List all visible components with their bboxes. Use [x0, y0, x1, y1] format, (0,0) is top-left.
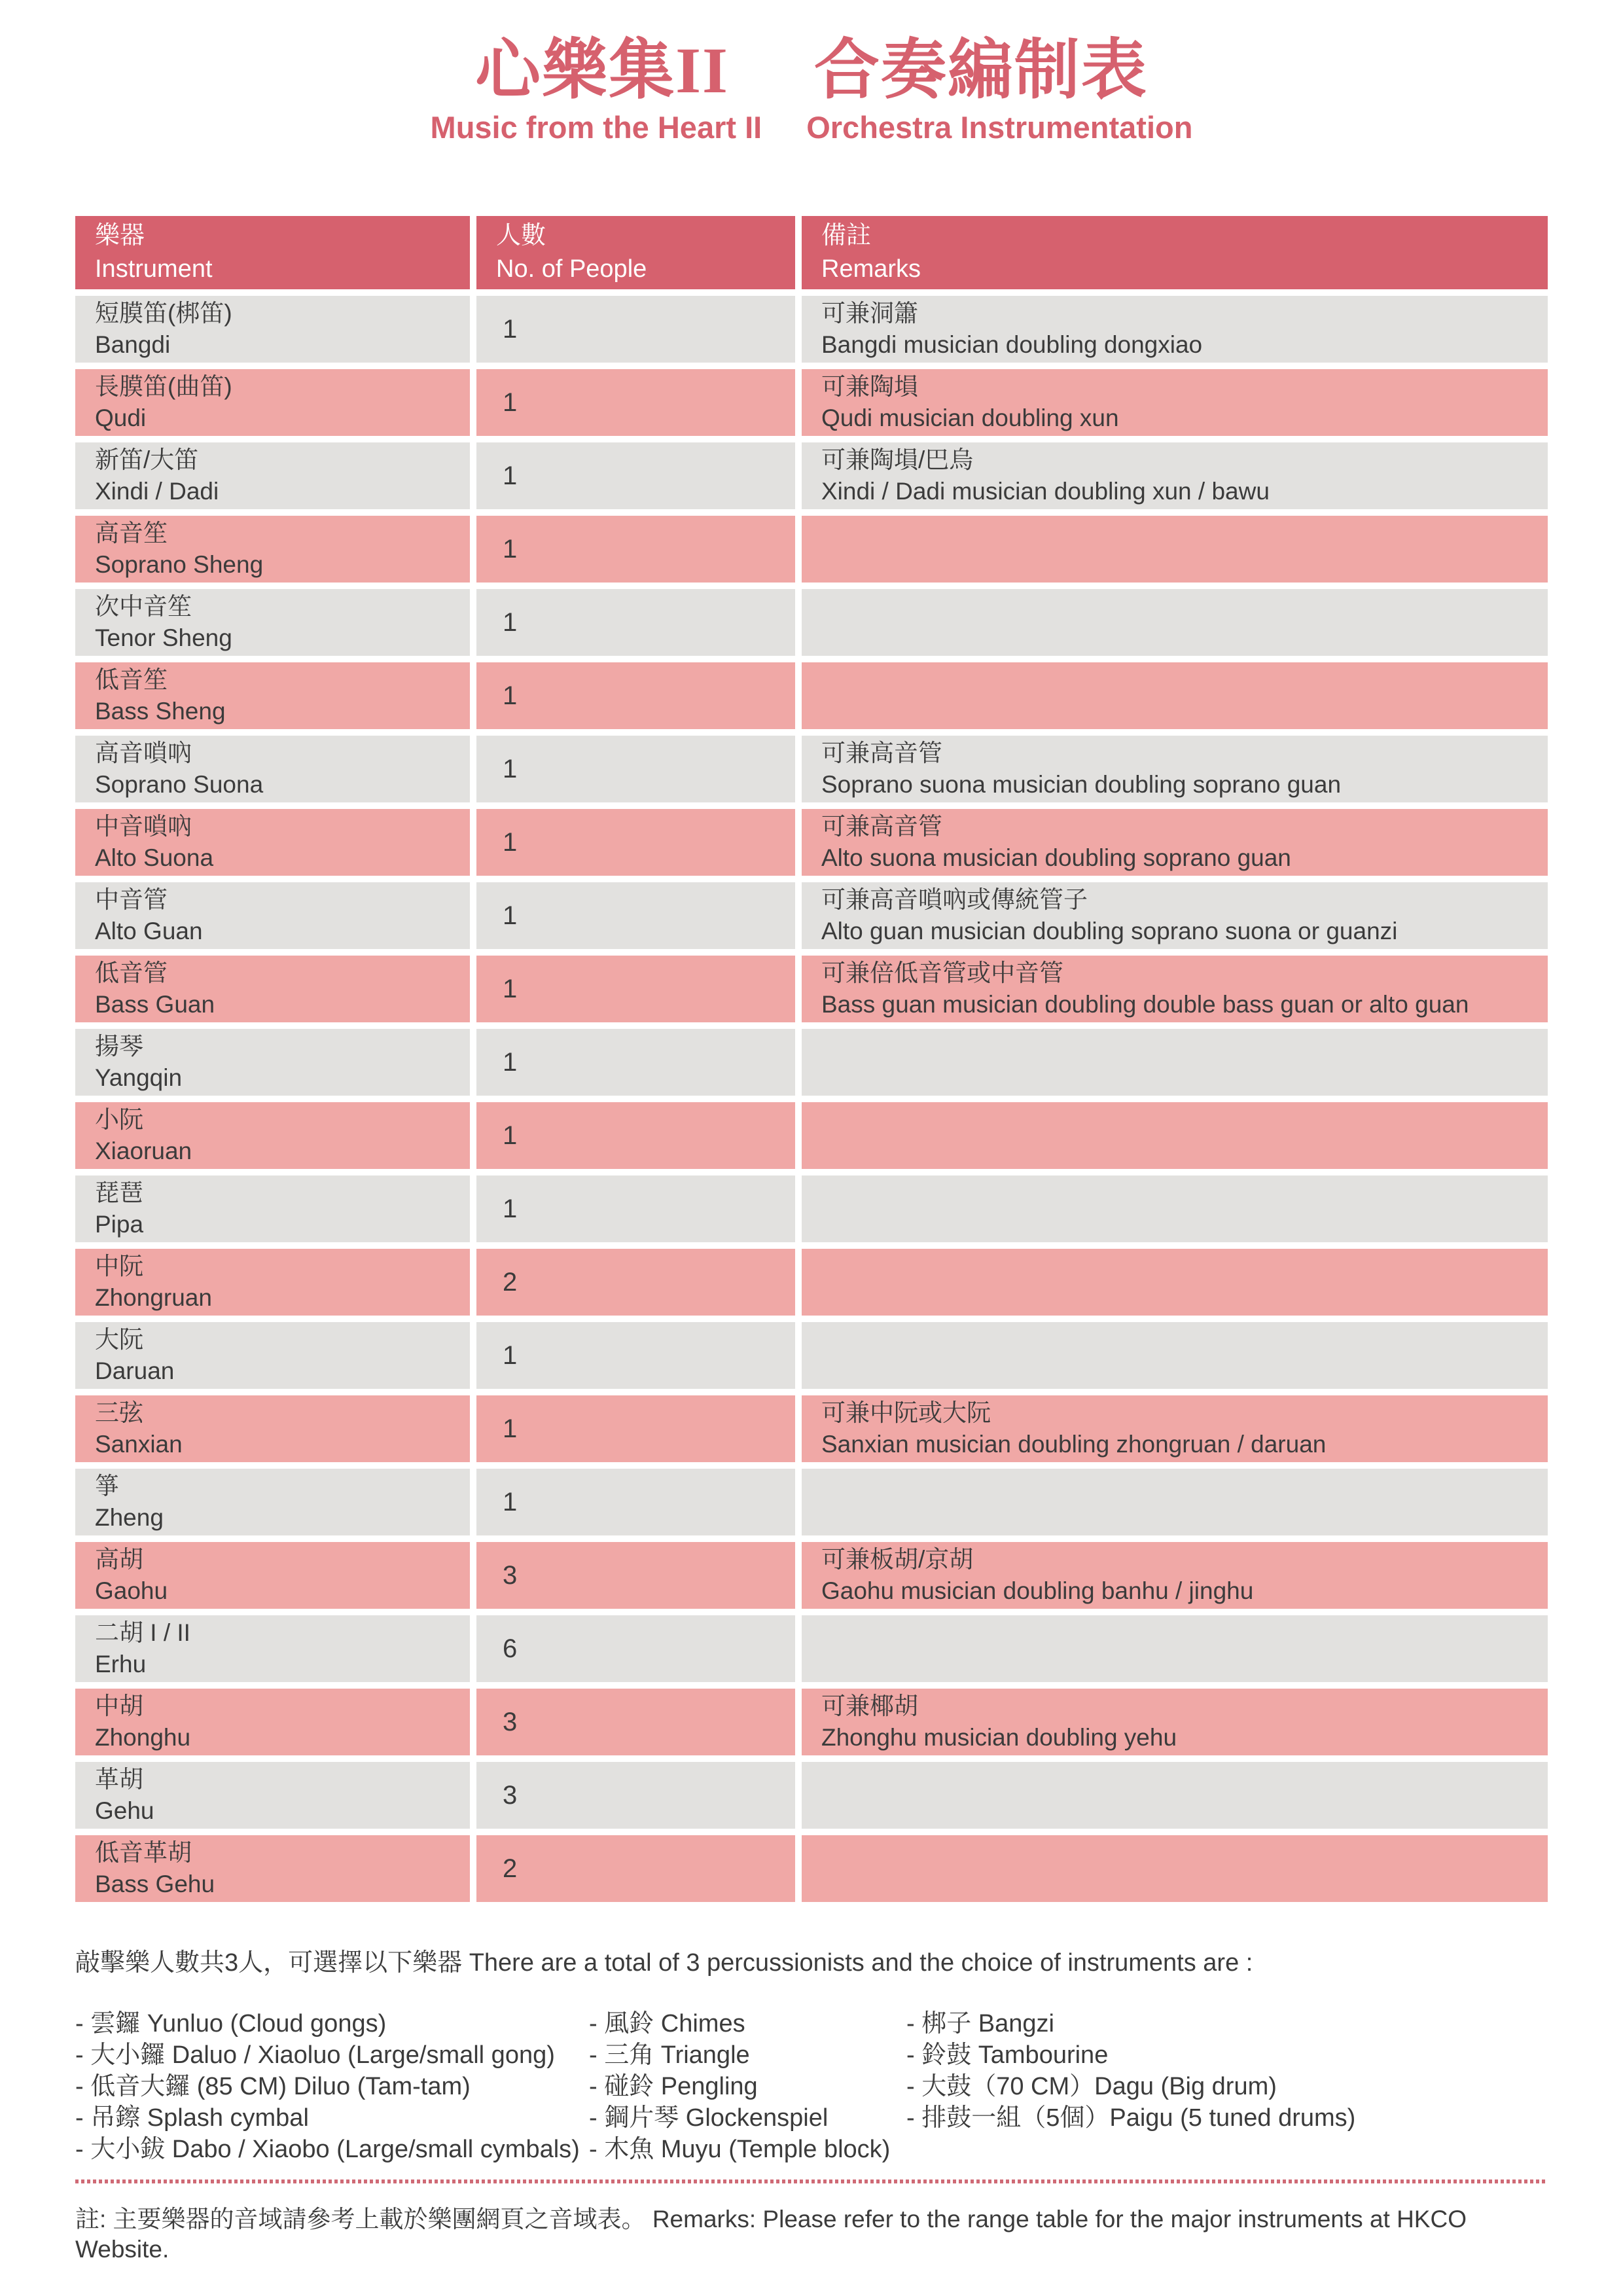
table-row [75, 296, 1548, 363]
count-value: 1 [503, 975, 518, 1003]
instrument-cell [75, 516, 470, 583]
remarks-cell [802, 736, 1548, 802]
percussion-column-1 [75, 2008, 589, 2165]
instrument-cell [75, 1469, 470, 1535]
remark-zh: 可兼陶塤 [821, 373, 918, 400]
instrument-name-zh: 中胡 [95, 1693, 143, 1719]
instrument-name-zh: 高胡 [95, 1546, 143, 1573]
page-title-english [0, 111, 1623, 145]
count-value: 3 [503, 1781, 518, 1810]
percussion-item: - 梆子 Bangzi [906, 2010, 1054, 2037]
table-row [75, 1249, 1548, 1316]
instrument-name-zh: 低音笙 [95, 666, 168, 693]
instrument-cell [75, 1542, 470, 1609]
count-cell [476, 1249, 795, 1316]
instrumentation-table [75, 216, 1548, 1909]
instrument-cell [75, 1835, 470, 1902]
instrument-name-en: Pipa [95, 1211, 144, 1238]
count-cell [476, 1689, 795, 1755]
page-title-chinese [0, 34, 1623, 107]
percussion-item: - 風鈴 Chimes [589, 2010, 745, 2037]
remarks-cell [802, 1762, 1548, 1829]
percussion-intro-note: 敲擊樂人數共3人，可選擇以下樂器 There are a total of 3 percussionists and the choice of instruments are : [75, 1949, 1253, 1977]
title-en-right: Orchestra Instrumentation [806, 110, 1193, 145]
footnote-remarks: 註: 主要樂器的音域請參考上載於樂團網頁之音域表。 Remarks: Please refer to the range table for the major instruments at HKCO Website. [75, 2206, 1467, 2263]
instrument-name-en: Bass Gehu [95, 1871, 215, 1897]
instrument-name-zh: 短膜笛(梆笛) [95, 300, 232, 327]
count-value: 1 [503, 1121, 518, 1150]
table-row [75, 882, 1548, 949]
instrument-name-en: Erhu [95, 1651, 147, 1677]
count-cell [476, 1029, 795, 1096]
count-value: 1 [503, 1488, 518, 1516]
table-row [75, 956, 1548, 1022]
header-count-zh: 人數 [496, 222, 546, 249]
header-count-en: No. of People [496, 255, 647, 283]
table-row [75, 809, 1548, 876]
instrument-name-en: Gaohu [95, 1577, 168, 1604]
instrument-cell [75, 1102, 470, 1169]
instrument-name-en: Alto Suona [95, 844, 214, 871]
count-value: 1 [503, 1048, 518, 1077]
remark-en: Soprano suona musician doubling soprano guan [821, 771, 1342, 798]
remark-zh: 可兼倍低音管或中音管 [821, 960, 1063, 986]
count-cell [476, 662, 795, 729]
title-en-left: Music from the Heart II [430, 110, 762, 145]
instrument-name-zh: 高音嗩吶 [95, 740, 192, 766]
remarks-cell [802, 662, 1548, 729]
instrument-name-zh: 小阮 [95, 1106, 143, 1133]
remarks-cell [802, 1615, 1548, 1682]
instrument-name-en: Tenor Sheng [95, 624, 232, 651]
instrument-name-zh: 揚琴 [95, 1033, 143, 1060]
remarks-cell [802, 442, 1548, 509]
instrument-name-zh: 箏 [95, 1473, 119, 1499]
instrument-cell [75, 1395, 470, 1462]
instrument-cell [75, 662, 470, 729]
remark-en: Qudi musician doubling xun [821, 404, 1119, 431]
remark-en: Sanxian musician doubling zhongruan / daruan [821, 1431, 1327, 1458]
instrument-name-zh: 大阮 [95, 1326, 143, 1353]
instrument-name-en: Sanxian [95, 1431, 183, 1458]
instrument-name-en: Xindi / Dadi [95, 478, 219, 505]
instrument-cell [75, 809, 470, 876]
table-row [75, 736, 1548, 802]
count-value: 1 [503, 1414, 518, 1443]
count-value: 1 [503, 1341, 518, 1370]
remarks-cell [802, 1029, 1548, 1096]
count-value: 1 [503, 461, 518, 490]
count-value: 3 [503, 1561, 518, 1590]
instrument-cell [75, 736, 470, 802]
header-remarks-en: Remarks [821, 255, 921, 283]
remark-en: Gaohu musician doubling banhu / jinghu [821, 1577, 1254, 1604]
count-cell [476, 1469, 795, 1535]
percussion-item: - 鈴鼓 Tambourine [906, 2041, 1109, 2069]
instrument-name-zh: 中音嗩吶 [95, 813, 192, 840]
instrument-name-zh: 中音管 [95, 886, 168, 913]
remarks-cell [802, 956, 1548, 1022]
count-cell [476, 956, 795, 1022]
instrument-name-zh: 長膜笛(曲笛) [95, 373, 232, 400]
count-value: 2 [503, 1268, 518, 1297]
instrument-name-zh: 三弦 [95, 1399, 143, 1426]
remarks-cell [802, 882, 1548, 949]
instrument-name-en: Alto Guan [95, 918, 203, 944]
count-value: 1 [503, 681, 518, 710]
table-row [75, 1175, 1548, 1242]
count-cell [476, 1542, 795, 1609]
remarks-cell [802, 369, 1548, 436]
table-row [75, 1762, 1548, 1829]
table-row [75, 1689, 1548, 1755]
remark-en: Bangdi musician doubling dongxiao [821, 331, 1203, 358]
table-header-row [75, 216, 1548, 289]
count-value: 6 [503, 1634, 518, 1663]
dashed-divider [75, 2179, 1548, 2183]
percussion-item: - 鋼片琴 Glockenspiel [589, 2104, 829, 2132]
instrument-name-zh: 次中音笙 [95, 593, 192, 620]
header-cell-instrument [75, 216, 470, 289]
header-remarks-zh: 備註 [821, 222, 872, 249]
count-value: 1 [503, 901, 518, 930]
count-cell [476, 1615, 795, 1682]
remarks-cell [802, 1249, 1548, 1316]
header-cell-remarks [802, 216, 1548, 289]
remark-zh: 可兼中阮或大阮 [821, 1399, 991, 1426]
instrument-name-en: Soprano Sheng [95, 551, 264, 578]
remark-zh: 可兼高音管 [821, 813, 942, 840]
percussion-item: - 大小鑼 Daluo / Xiaoluo (Large/small gong) [75, 2041, 555, 2069]
instrument-name-zh: 琵琶 [95, 1179, 143, 1206]
count-value: 1 [503, 755, 518, 783]
percussion-item: - 低音大鑼 (85 CM) Diluo (Tam-tam) [75, 2073, 471, 2100]
table-row [75, 1322, 1548, 1389]
count-cell [476, 1762, 795, 1829]
instrument-cell [75, 589, 470, 656]
instrument-name-zh: 新笛/大笛 [95, 446, 199, 473]
count-cell [476, 1835, 795, 1902]
count-value: 1 [503, 828, 518, 857]
table-row [75, 442, 1548, 509]
instrument-name-en: Qudi [95, 404, 147, 431]
count-cell [476, 809, 795, 876]
remarks-cell [802, 1395, 1548, 1462]
percussion-item: - 大小鈸 Dabo / Xiaobo (Large/small cymbals) [75, 2136, 580, 2163]
count-cell [476, 1322, 795, 1389]
instrument-cell [75, 1175, 470, 1242]
remarks-cell [802, 1542, 1548, 1609]
instrument-cell [75, 882, 470, 949]
instrument-cell [75, 369, 470, 436]
remark-zh: 可兼高音管 [821, 740, 942, 766]
title-zh-numeral: II [675, 34, 729, 107]
remark-en: Alto suona musician doubling soprano guan [821, 844, 1291, 871]
instrument-cell [75, 1322, 470, 1389]
count-cell [476, 1175, 795, 1242]
count-cell [476, 589, 795, 656]
header-instrument-zh: 樂器 [95, 222, 145, 249]
count-cell [476, 296, 795, 363]
instrument-cell [75, 1029, 470, 1096]
instrument-cell [75, 1615, 470, 1682]
remark-zh: 可兼洞簫 [821, 300, 918, 327]
table-row [75, 516, 1548, 583]
table-row [75, 1615, 1548, 1682]
percussion-column-3 [906, 2008, 1548, 2165]
remarks-cell [802, 1469, 1548, 1535]
instrument-cell [75, 1249, 470, 1316]
remark-zh: 可兼高音嗩吶或傳統管子 [821, 886, 1088, 913]
percussion-instrument-list [75, 2008, 1548, 2165]
percussion-item: - 碰鈴 Pengling [589, 2073, 758, 2100]
percussion-item: - 排鼓一組（5個）Paigu (5 tuned drums) [906, 2104, 1356, 2132]
instrument-name-en: Bass Guan [95, 991, 215, 1018]
remarks-cell [802, 809, 1548, 876]
instrument-cell [75, 956, 470, 1022]
table-row [75, 1542, 1548, 1609]
instrument-name-en: Zhonghu [95, 1724, 191, 1751]
instrument-cell [75, 1689, 470, 1755]
table-row [75, 369, 1548, 436]
table-row [75, 1469, 1548, 1535]
count-cell [476, 736, 795, 802]
instrument-name-en: Yangqin [95, 1064, 183, 1091]
table-row [75, 1835, 1548, 1902]
remark-en: Zhonghu musician doubling yehu [821, 1724, 1177, 1751]
count-cell [476, 1102, 795, 1169]
percussion-item: - 木魚 Muyu (Temple block) [589, 2136, 891, 2163]
remark-en: Xindi / Dadi musician doubling xun / bawu [821, 478, 1270, 505]
instrument-name-en: Zheng [95, 1504, 164, 1531]
header-cell-count [476, 216, 795, 289]
remarks-cell [802, 516, 1548, 583]
percussion-item: - 大鼓（70 CM）Dagu (Big drum) [906, 2073, 1277, 2100]
remark-en: Alto guan musician doubling soprano suona or guanzi [821, 918, 1398, 944]
count-value: 1 [503, 388, 518, 417]
remark-zh: 可兼椰胡 [821, 1693, 918, 1719]
remarks-cell [802, 1175, 1548, 1242]
count-cell [476, 369, 795, 436]
count-cell [476, 882, 795, 949]
instrument-name-zh: 二胡 I / II [95, 1619, 190, 1646]
instrument-name-en: Zhongruan [95, 1284, 212, 1311]
instrument-name-en: Soprano Suona [95, 771, 264, 798]
remarks-cell [802, 1322, 1548, 1389]
percussion-column-2 [589, 2008, 906, 2165]
remark-en: Bass guan musician doubling double bass guan or alto guan [821, 991, 1469, 1018]
count-value: 2 [503, 1854, 518, 1883]
count-cell [476, 516, 795, 583]
instrument-name-zh: 低音管 [95, 960, 168, 986]
table-row [75, 662, 1548, 729]
instrument-cell [75, 1762, 470, 1829]
title-zh-right: 合奏編制表 [813, 33, 1148, 107]
table-row [75, 589, 1548, 656]
count-cell [476, 1395, 795, 1462]
count-value: 3 [503, 1708, 518, 1736]
instrument-cell [75, 442, 470, 509]
percussion-item: - 吊鑔 Splash cymbal [75, 2104, 309, 2132]
instrument-name-zh: 中阮 [95, 1253, 143, 1280]
remarks-cell [802, 589, 1548, 656]
title-zh-main: 心樂集 [475, 33, 676, 107]
remarks-cell [802, 1102, 1548, 1169]
instrument-name-en: Daruan [95, 1357, 175, 1384]
table-body [75, 296, 1548, 1902]
table-row [75, 1029, 1548, 1096]
remarks-cell [802, 1689, 1548, 1755]
instrument-name-en: Bangdi [95, 331, 171, 358]
instrument-name-en: Xiaoruan [95, 1138, 192, 1164]
remark-zh: 可兼板胡/京胡 [821, 1546, 974, 1573]
instrument-cell [75, 296, 470, 363]
instrument-name-en: Bass Sheng [95, 698, 226, 725]
instrument-name-en: Gehu [95, 1797, 154, 1824]
count-value: 1 [503, 315, 518, 344]
count-value: 1 [503, 608, 518, 637]
instrument-name-zh: 高音笙 [95, 520, 168, 547]
percussion-item: - 雲鑼 Yunluo (Cloud gongs) [75, 2010, 387, 2037]
count-cell [476, 442, 795, 509]
percussion-item: - 三角 Triangle [589, 2041, 750, 2069]
count-value: 1 [503, 1194, 518, 1223]
remark-zh: 可兼陶塤/巴烏 [821, 446, 974, 473]
instrument-name-zh: 革胡 [95, 1766, 143, 1793]
remarks-cell [802, 1835, 1548, 1902]
instrument-name-zh: 低音革胡 [95, 1839, 192, 1866]
remarks-cell [802, 296, 1548, 363]
count-value: 1 [503, 535, 518, 564]
table-row [75, 1102, 1548, 1169]
header-instrument-en: Instrument [95, 255, 213, 283]
table-row [75, 1395, 1548, 1462]
